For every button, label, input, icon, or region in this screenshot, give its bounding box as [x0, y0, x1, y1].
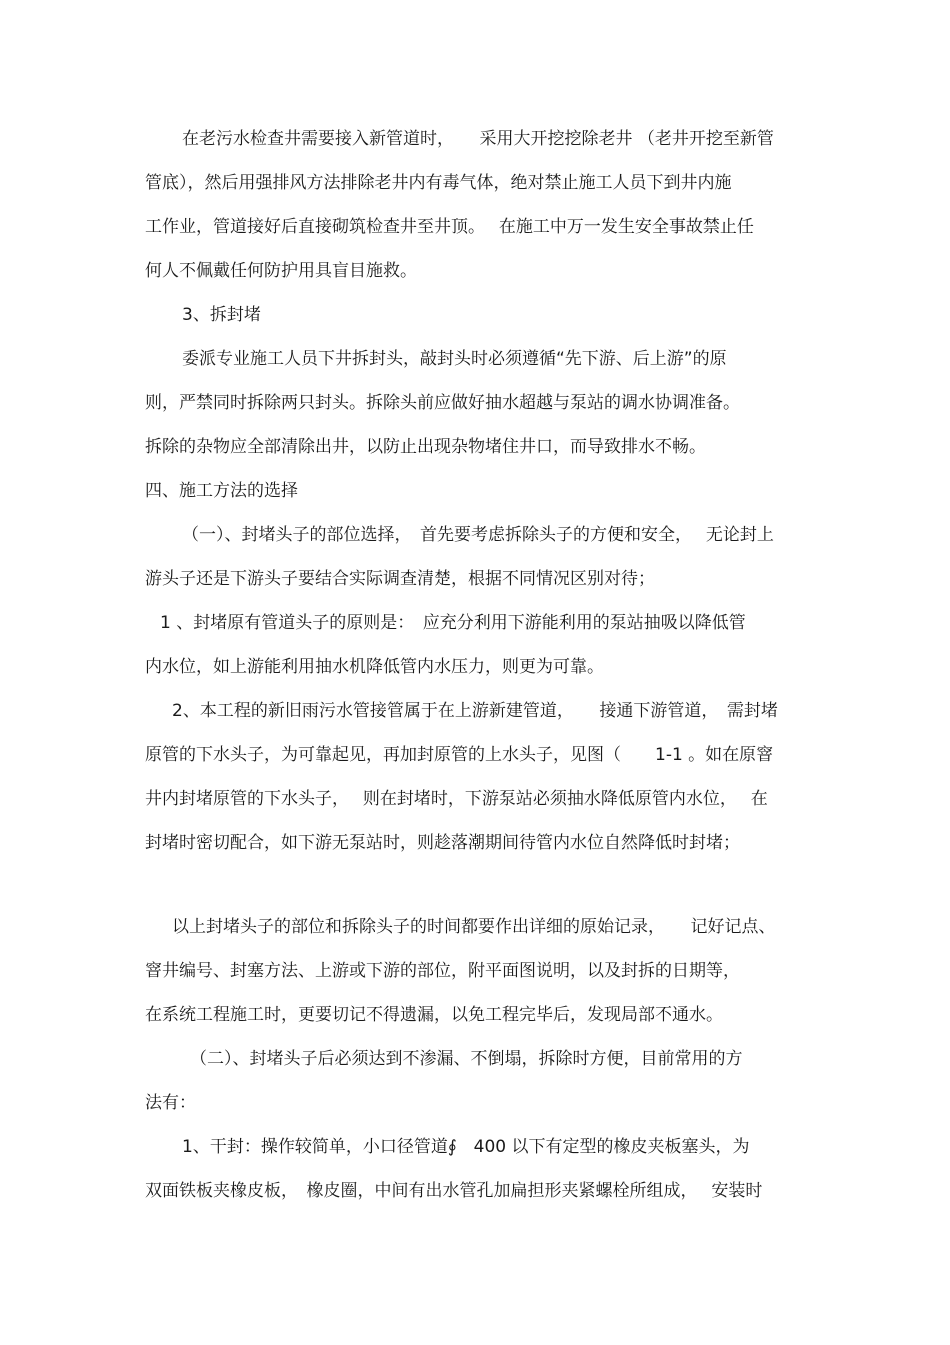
- text-line-11: 游头子还是下游头子要结合实际调查清楚，根据不同情况区别对待；: [145, 569, 655, 589]
- text-line-24: 双面铁板夹橡皮板， 橡皮圈，中间有出水管孔加扁担形夹紧螺栓所组成， 安装时: [145, 1181, 763, 1201]
- text-line-21: （二）、封堵头子后必须达到不渗漏、不倒塌，拆除时方便，目前常用的方: [190, 1049, 743, 1069]
- text-line-7: 则，严禁同时拆除两只封头。拆除头前应做好抽水超越与泵站的调水协调准备。: [145, 393, 740, 413]
- section-heading-3: 3、拆封堵: [182, 305, 261, 325]
- text-line-13: 内水位，如上游能利用抽水机降低管内水压力，则更为可靠。: [145, 657, 604, 677]
- text-line-18: 以上封堵头子的部位和拆除头子的时间都要作出详细的原始记录， 记好记点、: [172, 917, 776, 937]
- text-line-20: 在系统工程施工时，更要切记不得遗漏，以免工程完毕后，发现局部不通水。: [145, 1005, 723, 1025]
- text-line-8: 拆除的杂物应全部清除出井，以防止出现杂物堵住井口，而导致排水不畅。: [145, 437, 706, 457]
- text-line-12: 1 、封堵原有管道头子的原则是： 应充分利用下游能利用的泵站抽吸以降低管: [160, 613, 746, 633]
- text-line-23: 1、干封：操作较简单，小口径管道∮ 400 以下有定型的橡皮夹板塞头，为: [182, 1137, 750, 1157]
- text-line-14: 2、本工程的新旧雨污水管接管属于在上游新建管道， 接通下游管道， 需封堵: [172, 701, 778, 721]
- text-line-6: 委派专业施工人员下井拆封头，敲封头时必须遵循“先下游、后上游”的原: [182, 349, 727, 369]
- text-line-19: 窨井编号、封塞方法、上游或下游的部位，附平面图说明，以及封拆的日期等，: [145, 961, 740, 981]
- text-line-4: 何人不佩戴任何防护用具盲目施救。: [145, 261, 417, 281]
- text-line-2: 管底），然后用强排风方法排除老井内有毒气体，绝对禁止施工人员下到井内施: [145, 173, 732, 193]
- section-heading-4: 四、施工方法的选择: [145, 481, 298, 501]
- text-line-16: 井内封堵原管的下水头子， 则在封堵时，下游泵站必须抽水降低原管内水位， 在: [145, 789, 768, 809]
- text-line-3: 工作业，管道接好后直接砌筑检查井至井顶。 在施工中万一发生安全事故禁止任: [145, 217, 754, 237]
- text-line-1: 在老污水检查井需要接入新管道时， 采用大开挖挖除老井 （老井开挖至新管: [182, 129, 774, 149]
- text-line-15: 原管的下水头子，为可靠起见，再加封原管的上水头子，见图（ 1-1 。如在原窨: [145, 745, 774, 765]
- text-line-22: 法有：: [145, 1093, 196, 1113]
- text-line-10: （一）、封堵头子的部位选择， 首先要考虑拆除头子的方便和安全， 无论封上: [182, 525, 774, 545]
- text-line-17: 封堵时密切配合，如下游无泵站时，则趁落潮期间待管内水位自然降低时封堵；: [145, 833, 740, 853]
